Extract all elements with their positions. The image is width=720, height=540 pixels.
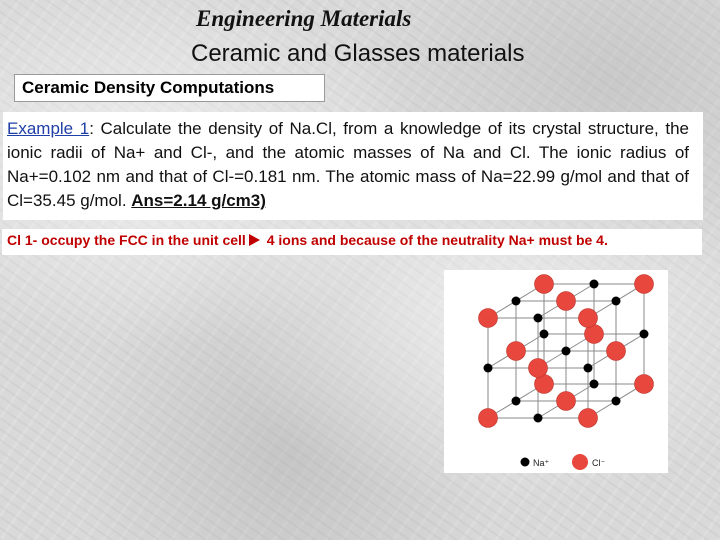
na-ion xyxy=(612,297,621,306)
na-ion xyxy=(534,314,543,323)
course-title: Engineering Materials xyxy=(196,6,412,31)
example-label: Example 1 xyxy=(7,119,90,138)
na-ion xyxy=(512,297,521,306)
cl-ion xyxy=(529,359,548,378)
cl-ion xyxy=(635,275,654,294)
cl-ion xyxy=(579,309,598,328)
na-ion xyxy=(512,397,521,406)
cl-ion xyxy=(607,342,626,361)
fcc-note xyxy=(7,232,608,248)
na-ion xyxy=(562,347,571,356)
note-text-before: Cl 1- occupy the FCC in the unit cell xyxy=(7,232,246,248)
problem-statement xyxy=(7,117,689,213)
cl-ion xyxy=(557,292,576,311)
nacl-crystal-figure xyxy=(444,270,668,473)
legend-na-marker xyxy=(521,458,530,467)
legend-cl-label: Cl⁻ xyxy=(592,458,606,468)
example-colon: : xyxy=(89,119,94,138)
legend-na-label: Na⁺ xyxy=(533,458,550,468)
section-label: Ceramic Density Computations xyxy=(22,78,275,97)
cl-ion xyxy=(479,409,498,428)
cl-ion xyxy=(557,392,576,411)
na-ion xyxy=(590,380,599,389)
note-text-after: 4 ions and because of the neutrality Na+ must be 4. xyxy=(262,232,608,248)
na-ion xyxy=(484,364,493,373)
cl-ion xyxy=(579,409,598,428)
cl-ion xyxy=(635,375,654,394)
na-ion xyxy=(590,280,599,289)
na-ion xyxy=(640,330,649,339)
na-ion xyxy=(540,330,549,339)
na-ion xyxy=(584,364,593,373)
problem-body: Calculate the density of Na.Cl, from a knowledge of its crystal structure, the ionic radii of Na+ and Cl-, and the atomic masses of Na and Cl. The ionic radius of Na+=0.102 nm and that of Cl-=0.181 nm. The atomic mass of Na=22.99 g/mol and that of Cl=35.45 g/mol. xyxy=(7,119,689,210)
na-ion xyxy=(534,414,543,423)
na-ion xyxy=(612,397,621,406)
cl-ion xyxy=(507,342,526,361)
slide-subtitle: Ceramic and Glasses materials xyxy=(191,40,525,67)
nacl-unit-cell-diagram xyxy=(444,270,668,473)
cl-ion xyxy=(479,309,498,328)
answer: Ans=2.14 g/cm3) xyxy=(131,191,266,210)
legend-cl-marker xyxy=(572,454,588,470)
cl-ion xyxy=(535,275,554,294)
arrow-right-icon xyxy=(249,234,260,246)
